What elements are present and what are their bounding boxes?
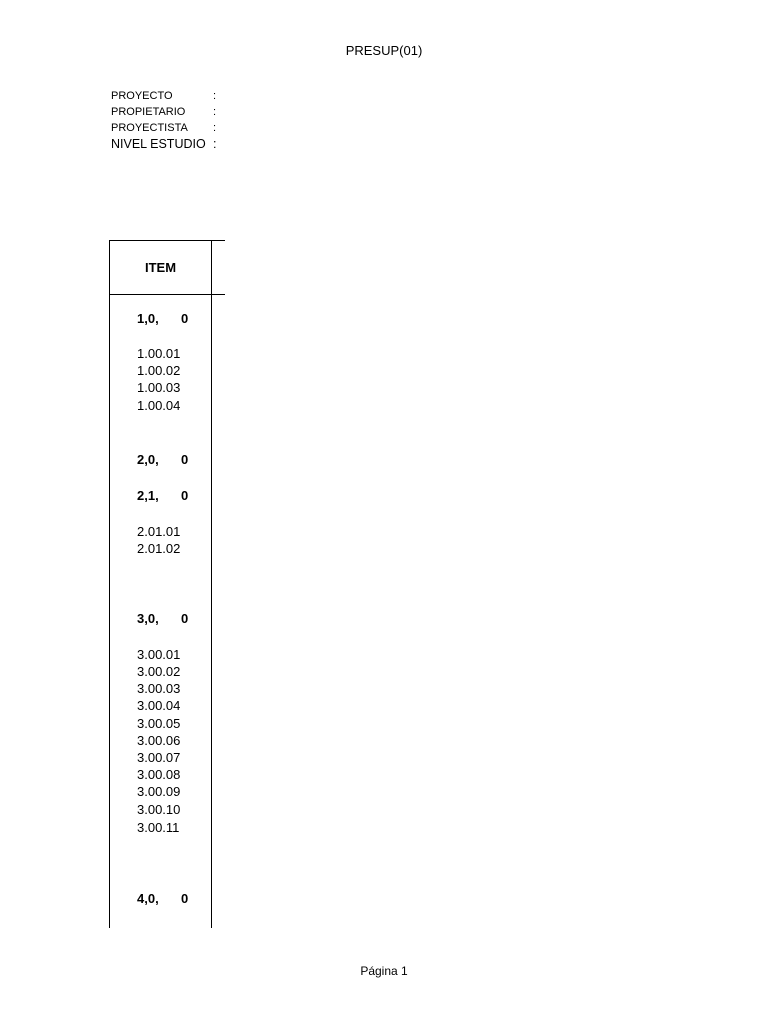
section-row bbox=[137, 611, 188, 626]
section-code: 4,0, bbox=[137, 891, 159, 906]
item-row: 3.00.09 bbox=[137, 784, 181, 799]
item-row: 3.00.10 bbox=[137, 802, 181, 817]
section-row bbox=[137, 488, 188, 503]
page-title: PRESUP(01) bbox=[345, 43, 423, 58]
item-row: 3.00.08 bbox=[137, 767, 181, 782]
section-row bbox=[137, 311, 188, 326]
item-row: 2.01.01 bbox=[137, 524, 181, 539]
item-row: 3.00.02 bbox=[137, 664, 181, 679]
section-zero: 0 bbox=[181, 452, 189, 467]
designer-label: PROYECTISTA bbox=[111, 122, 188, 134]
item-row: 1.00.01 bbox=[137, 346, 181, 361]
section-code: 1,0, bbox=[137, 311, 159, 326]
section-zero: 0 bbox=[181, 488, 189, 503]
item-row: 3.00.11 bbox=[137, 820, 180, 835]
item-row: 1.00.02 bbox=[137, 363, 181, 378]
owner-label: PROPIETARIO bbox=[111, 106, 186, 118]
page-number: Página 1 bbox=[360, 964, 408, 978]
section-row bbox=[137, 452, 188, 467]
study-level-colon: : bbox=[213, 137, 217, 151]
item-row: 2.01.02 bbox=[137, 541, 181, 556]
designer-colon: : bbox=[213, 122, 217, 134]
table-header-border bbox=[109, 294, 225, 295]
table-left-border bbox=[109, 240, 110, 928]
owner-colon: : bbox=[213, 106, 217, 118]
item-row: 3.00.05 bbox=[137, 716, 181, 731]
section-zero: 0 bbox=[181, 311, 189, 326]
section-row bbox=[137, 891, 188, 906]
section-code: 3,0, bbox=[137, 611, 159, 626]
project-colon: : bbox=[213, 90, 217, 102]
section-code: 2,1, bbox=[137, 488, 159, 503]
section-code: 2,0, bbox=[137, 452, 159, 467]
table-column-border bbox=[211, 240, 212, 928]
item-row: 3.00.01 bbox=[137, 647, 181, 662]
item-row: 1.00.04 bbox=[137, 398, 181, 413]
item-row: 3.00.07 bbox=[137, 750, 181, 765]
item-row: 3.00.06 bbox=[137, 733, 181, 748]
section-zero: 0 bbox=[181, 891, 189, 906]
item-row: 1.00.03 bbox=[137, 380, 181, 395]
study-level-label: NIVEL ESTUDIO bbox=[111, 137, 206, 151]
item-row: 3.00.04 bbox=[137, 698, 181, 713]
item-column-header: ITEM bbox=[144, 260, 177, 275]
item-row: 3.00.03 bbox=[137, 681, 181, 696]
section-zero: 0 bbox=[181, 611, 189, 626]
project-label: PROYECTO bbox=[111, 90, 173, 102]
